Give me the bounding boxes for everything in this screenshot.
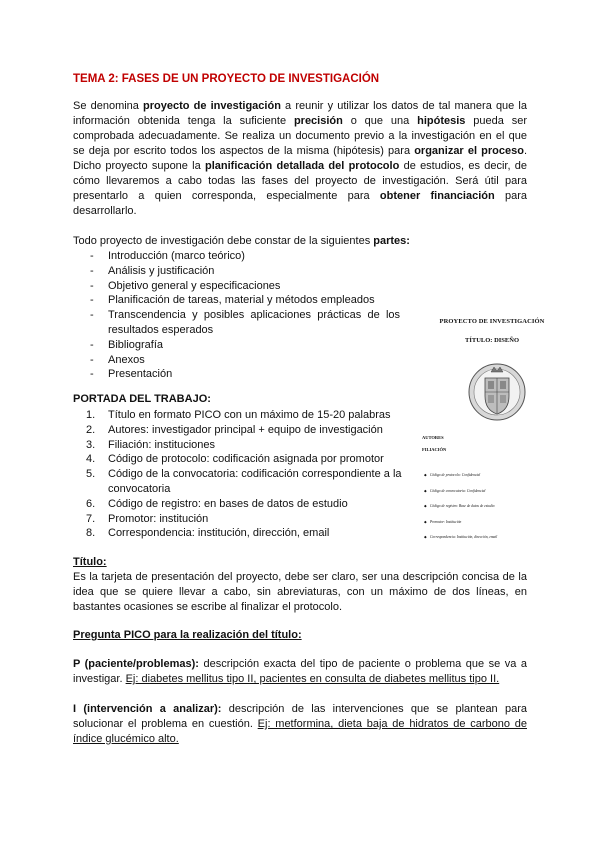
example-text: Ej: metformina, dieta baja de hidratos de carbono de índice glucémico alto. <box>73 718 527 745</box>
cover-example-image <box>412 312 572 547</box>
cover-items <box>424 473 572 551</box>
cover-subtitle: TÍTULO: DISEÑO <box>465 337 519 344</box>
list-item: 6. Código de registro: en bases de datos de estudio <box>86 497 348 510</box>
portada-list <box>86 408 402 541</box>
list-item: ◆ Promotor: Institución <box>424 520 572 536</box>
parts-intro: Todo proyecto de investigación debe constar de la siguientes partes: <box>73 235 410 247</box>
list-item: ◆ Código de protocolo: Confidencial <box>424 473 572 489</box>
list-item: ◆ Código de convocatoria: Confidencial <box>424 489 572 505</box>
pico-i-paragraph: I (intervención a analizar): descripción de las intervenciones que se plantean para solucionar el problema en cuestión. Ej: metformina, dieta baja de hidratos de carbono de índice glucémico alto. <box>73 703 528 745</box>
list-item: - Presentación <box>90 368 173 381</box>
titulo-heading: Título: <box>73 556 107 568</box>
list-item: 8. Correspondencia: institución, dirección, email <box>86 527 330 540</box>
list-item: - Bibliografía <box>90 338 164 351</box>
portada-heading: PORTADA DEL TRABAJO: <box>73 393 211 405</box>
document-title: TEMA 2: FASES DE UN PROYECTO DE INVESTIGACIÓN <box>73 73 380 85</box>
list-item: - Planificación de tareas, material y métodos empleados <box>90 294 375 307</box>
list-item: - Análisis y justificación <box>90 264 215 277</box>
list-item: - Introducción (marco teórico) <box>90 250 245 262</box>
example-text: Ej: diabetes mellitus tipo II, pacientes en consulta de diabetes mellitus tipo II. <box>125 673 500 685</box>
list-item: - Transcendencia y posibles aplicaciones prácticas de los resultados esperados <box>90 309 400 336</box>
pico-p-paragraph: P (paciente/problemas): descripción exacta del tipo de paciente o problema que se va a investigar. Ej: diabetes mellitus tipo II, pacientes en consulta de diabetes mellitus tipo II. <box>73 658 527 685</box>
list-item: 5. Código de la convocatoria: codificación correspondiente a la convocatoria <box>86 468 402 495</box>
university-crest-icon <box>467 356 527 428</box>
list-item: ◆ Correspondencia: Institución, dirección, email <box>424 535 572 551</box>
list-item: 7. Promotor: institución <box>86 512 209 525</box>
list-item: - Objetivo general y especificaciones <box>90 279 281 292</box>
intro-paragraph: Se denomina proyecto de investigación a reunir y utilizar los datos de tal manera que la información obtenida tenga la suficiente precisión o que una hipótesis pueda ser comprobada adecuadamente. Se realiza un documento previo a la investigación en el que se deja por escrito todos los aspectos de la misma (hipótesis) para organizar el proceso. Dicho proyecto supone la planificación detallada del protocolo de estudios, es decir, de cómo llevaremos a cabo todas las fases del proyecto de investigación. Será útil para presentarlo a quien corresponda, especialmente para obtener financiación para desarrollarlo. <box>73 100 528 217</box>
list-item: ◆ Código de registro: Base de datos de estudio <box>424 504 572 520</box>
cover-affiliation-label: FILIACIÓN <box>422 447 447 452</box>
titulo-paragraph: Es la tarjeta de presentación del proyecto, debe ser claro, ser una descripción concisa de la idea que se quiere llevar a cabo, sin abreviaturas, con un máximo de dos líneas, en bastantes ocasiones se escribe al finalizar el protocolo. <box>73 571 527 613</box>
cover-title: PROYECTO DE INVESTIGACIÓN <box>439 318 545 325</box>
cover-authors-label: AUTORES <box>422 435 444 440</box>
pico-heading: Pregunta PICO para la realización del título: <box>73 629 302 641</box>
list-item: - Anexos <box>90 353 145 366</box>
list-item: 3. Filiación: instituciones <box>86 438 215 451</box>
list-item: 2. Autores: investigador principal + equipo de investigación <box>86 423 383 436</box>
parts-list <box>90 249 400 382</box>
list-item: 1. Título en formato PICO con un máximo de 15-20 palabras <box>86 409 391 421</box>
list-item: 4. Código de protocolo: codificación asignada por promotor <box>86 453 384 466</box>
